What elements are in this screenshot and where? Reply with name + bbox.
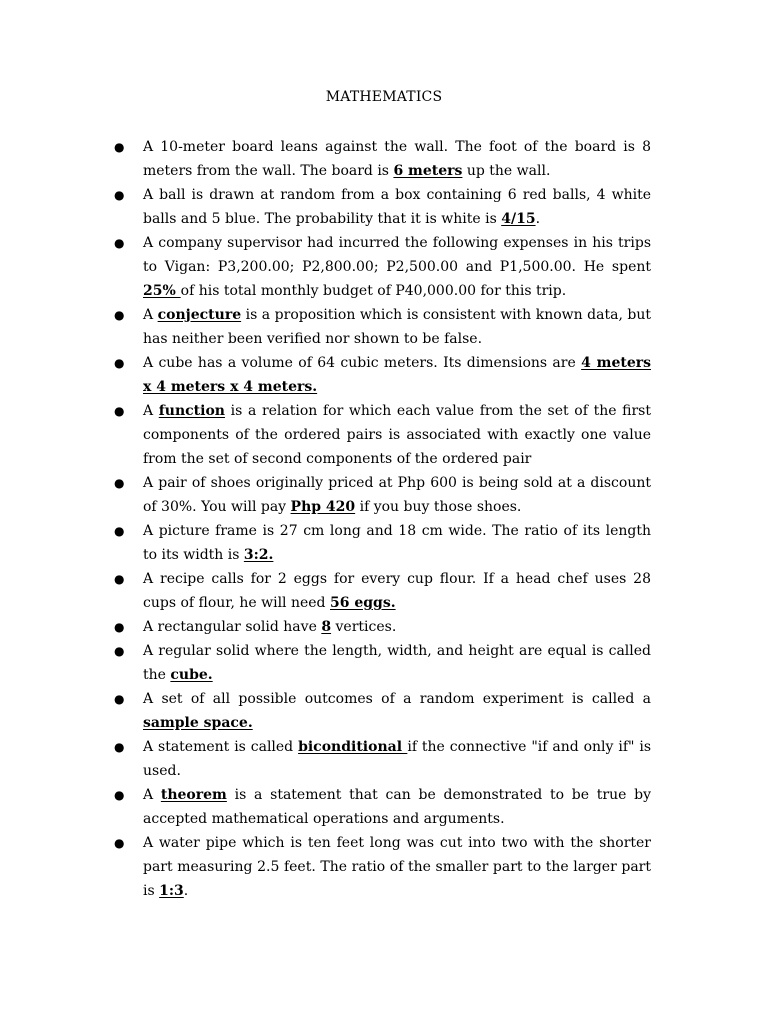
item-text-end: if you buy those shoes. — [355, 499, 522, 515]
list-item — [114, 351, 651, 399]
list-item — [114, 567, 651, 615]
item-text: A company supervisor had incurred the following expenses in his trips to Vigan: P3,200.00; P2,800.00; P2,500.00 and P1,500.00. He spent — [143, 235, 651, 275]
item-text-end: . — [183, 883, 189, 899]
item-text: A recipe calls for 2 eggs for every cup flour. If a head chef uses 28 cups of flour, he will need — [143, 571, 651, 611]
item-text: A 10-meter board leans against the wall. The foot of the board is 8 meters from the wall. The board is — [143, 139, 651, 179]
question-list — [114, 135, 652, 903]
item-text: A picture frame is 27 cm long and 18 cm wide. The ratio of its length to its width is — [143, 523, 651, 563]
item-answer: cube. — [170, 667, 213, 683]
list-item — [114, 735, 652, 783]
list-item — [114, 135, 651, 183]
item-text: A rectangular solid have — [143, 619, 322, 635]
item-text: A water pipe which is ten feet long was cut into two with the shorter part measuring 2.5 feet. The ratio of the smaller part to the larger part is — [143, 835, 651, 899]
bullet-icon: ● — [114, 836, 125, 850]
bullet-icon: ● — [114, 692, 125, 706]
item-text-end: is a relation for which each value from the set of the first components of the ordered pairs is associated with exactly one value from the set of second components of the ordered pair — [143, 403, 651, 467]
item-text-end: is a statement that can be demonstrated to be true by accepted mathematical operations and arguments. — [143, 787, 651, 827]
item-text: A cube has a volume of 64 cubic meters. Its dimensions are — [143, 355, 582, 371]
item-answer: 8 — [321, 619, 332, 635]
item-text-end: of his total monthly budget of P40,000.00 for this trip. — [180, 283, 567, 299]
list-item — [114, 183, 651, 231]
list-item — [114, 303, 652, 351]
list-item — [114, 615, 651, 639]
bullet-icon: ● — [114, 572, 125, 586]
item-answer: 6 meters — [393, 163, 463, 179]
item-answer: 4 meters x 4 meters x 4 meters. — [143, 355, 651, 395]
item-answer: 56 eggs. — [329, 595, 396, 611]
bullet-icon: ● — [114, 476, 125, 490]
item-text-end: is a proposition which is consistent with known data, but has neither been verified nor shown to be false. — [143, 307, 652, 347]
item-text: A statement is called — [143, 739, 299, 755]
bullet-icon: ● — [114, 236, 125, 250]
list-item — [114, 471, 651, 519]
list-item — [114, 783, 651, 831]
item-answer: 3:2. — [243, 547, 274, 563]
bullet-icon: ● — [114, 356, 125, 370]
bullet-icon: ● — [114, 644, 125, 658]
item-answer: sample space. — [143, 715, 253, 731]
item-answer: function — [158, 403, 225, 419]
list-item — [114, 519, 651, 567]
item-text: A — [143, 307, 158, 323]
bullet-icon: ● — [114, 620, 125, 634]
item-answer: biconditional — [298, 739, 408, 755]
item-text-end: . — [535, 211, 541, 227]
item-text: A — [143, 787, 161, 803]
item-text: A ball is drawn at random from a box containing 6 red balls, 4 white balls and 5 blue. The probability that it is white is — [143, 187, 651, 227]
item-text-end: up the wall. — [462, 163, 551, 179]
item-text: A set of all possible outcomes of a random experiment is called a — [143, 691, 651, 707]
item-answer: theorem — [160, 787, 227, 803]
item-answer: conjecture — [157, 307, 242, 323]
item-answer: 1:3 — [159, 883, 184, 899]
list-item — [114, 231, 651, 303]
item-text: A — [143, 403, 159, 419]
item-text-end: if the connective "if and only if" is used. — [143, 739, 652, 779]
item-text: A regular solid where the length, width, and height are equal is called the — [143, 643, 651, 683]
list-item — [114, 639, 651, 687]
bullet-icon: ● — [114, 308, 125, 322]
bullet-icon: ● — [114, 140, 125, 154]
item-text: A pair of shoes originally priced at Php 600 is being sold at a discount of 30%. You will pay — [143, 475, 651, 515]
list-item — [114, 831, 651, 903]
item-answer: Php 420 — [290, 499, 356, 515]
item-text-end: vertices. — [331, 619, 397, 635]
bullet-icon: ● — [114, 524, 125, 538]
item-answer: 4/15 — [501, 211, 536, 227]
item-answer: 25% — [143, 283, 181, 299]
list-item — [114, 687, 651, 735]
page-title: MATHEMATICS — [325, 89, 443, 105]
bullet-icon: ● — [114, 740, 125, 754]
bullet-icon: ● — [114, 404, 125, 418]
bullet-icon: ● — [114, 188, 125, 202]
bullet-icon: ● — [114, 788, 125, 802]
list-item — [114, 399, 651, 471]
